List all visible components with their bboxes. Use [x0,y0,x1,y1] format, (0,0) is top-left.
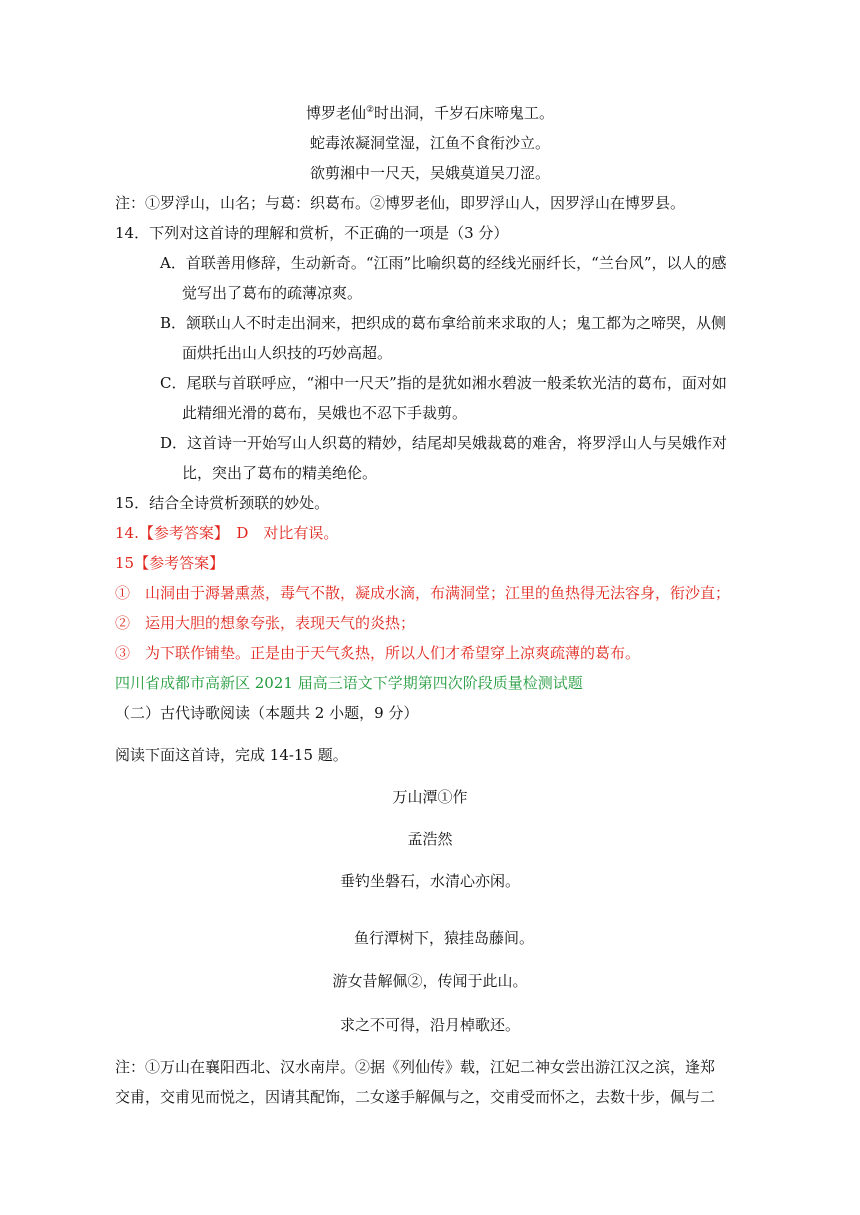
answer-15-item-1: ① 山洞由于溽暑熏蒸，毒气不散，凝成水滴，布满洞堂；江里的鱼热得无法容身，衔沙直； [115,584,731,602]
q14-option-a-line1: A．首联善用修辞，生动新奇。“江雨”比喻织葛的经线光丽纤长，“兰台风”，以人的感 [160,254,727,272]
poem2-line-2: 鱼行潭树下，猿挂岛藤间。 [353,929,534,947]
q15-stem: 15．结合全诗赏析颈联的妙处。 [115,494,330,512]
answer-15-item-3: ③ 为下联作铺垫。正是由于天气炙热，所以人们才希望穿上凉爽疏薄的葛布。 [115,644,641,662]
answer-15-item-2: ② 运用大胆的想象夸张，表现天气的炎热； [115,614,416,632]
poem2-title: 万山潭①作 [392,788,468,806]
answer-14: 14.【参考答案】 D 对比有误。 [115,524,339,542]
q14-stem: 14．下列对这首诗的理解和赏析，不正确的一项是（3 分） [115,224,509,242]
poem2-line-3: 游女昔解佩②，传闻于此山。 [332,972,528,990]
poem1-line-1-pre: 博罗老仙 [305,104,366,122]
poem2-line-1: 垂钓坐磐石，水清心亦闲。 [339,872,520,890]
q14-option-b-line1: B．颔联山人不时走出洞来，把织成的葛布拿给前来求取的人；鬼工都为之啼哭，从侧 [160,314,727,332]
footnote-marker: ② [365,105,375,115]
poem1-line-3: 欲剪湘中一尺天，吴娥莫道吴刀涩。 [309,164,550,182]
q14-option-b-line2: 面烘托出山人织技的巧妙高超。 [182,344,393,362]
poem1-note: 注：①罗浮山，山名；与葛：织葛布。②博罗老仙，即罗浮山人，因罗浮山在博罗县。 [115,194,686,212]
section-instruction: 阅读下面这首诗，完成 14-15 题。 [115,746,348,764]
source-title: 四川省成都市高新区 2021 届高三语文下学期第四次阶段质量检测试题 [115,674,583,692]
answer-15-title: 15【参考答案】 [115,554,225,572]
poem1-line-1 [0,102,860,124]
poem1-line-1-post: 时出洞，千岁石床啼鬼工。 [374,104,555,122]
q14-option-a-line2: 觉写出了葛布的疏薄凉爽。 [182,284,363,302]
q14-option-c-line2: 此精细光滑的葛布，吴娥也不忍下手裁剪。 [182,404,468,422]
section-heading: （二）古代诗歌阅读（本题共 2 小题，9 分） [115,704,419,722]
poem2-note-line1: 注：①万山在襄阳西北、汉水南岸。②据《列仙传》载，江妃二神女尝出游江汉之滨，逢郑 [115,1058,716,1076]
poem2-line-4: 求之不可得，沿月棹歌还。 [339,1016,520,1034]
poem1-line-2: 蛇毒浓凝洞堂湿，江鱼不食衔沙立。 [309,134,550,152]
poem2-note-line2: 交甫，交甫见而悦之，因请其配饰，二女遂手解佩与之，交甫受而怀之，去数十步，佩与二 [115,1088,716,1106]
q14-option-d-line2: 比，突出了葛布的精美绝伦。 [182,464,378,482]
q14-option-c-line1: C．尾联与首联呼应，“湘中一尺天”指的是犹如湘水碧波一般柔软光洁的葛布，面对如 [160,374,727,392]
q14-option-d-line1: D．这首诗一开始写山人织葛的精妙，结尾却吴娥裁葛的难舍，将罗浮山人与吴娥作对 [160,434,728,452]
poem2-author: 孟浩然 [407,830,453,848]
